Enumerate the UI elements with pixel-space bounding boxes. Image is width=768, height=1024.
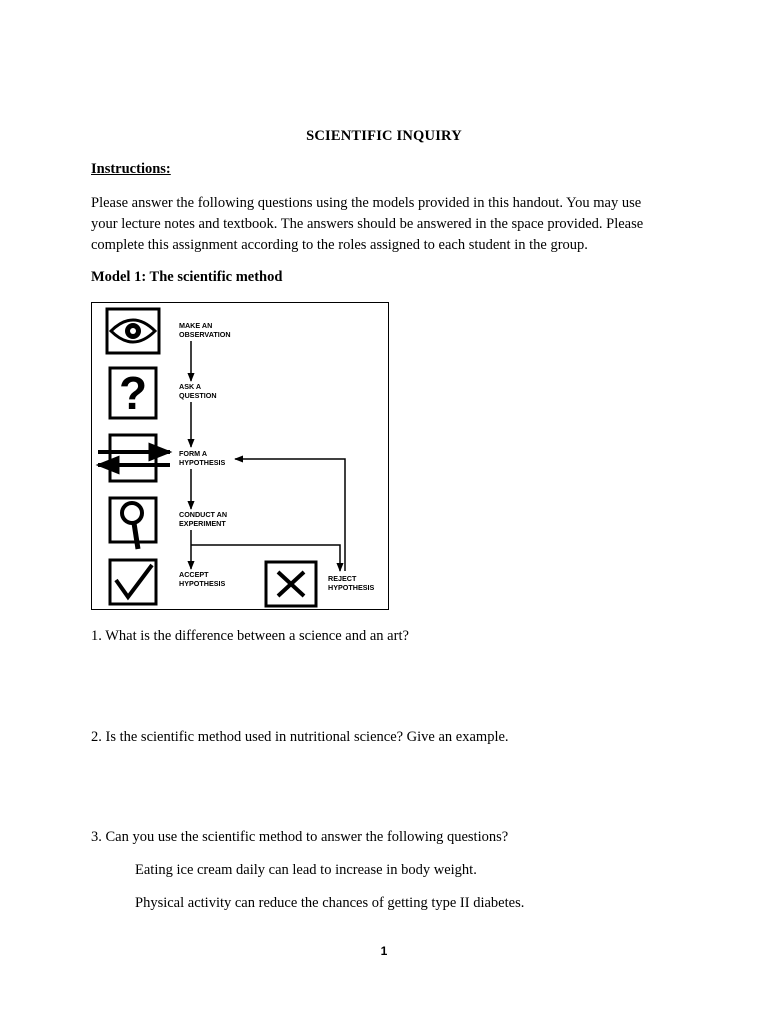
model-heading: Model 1: The scientific method — [91, 269, 283, 285]
eye-icon — [107, 309, 159, 353]
question-2: 2. Is the scientific method used in nutritional science? Give an example. — [91, 729, 509, 745]
reject-line2: HYPOTHESIS — [328, 583, 375, 592]
flow-arrows — [191, 341, 345, 571]
question-3: 3. Can you use the scientific method to answer the following questions? — [91, 829, 509, 845]
svg-text:?: ? — [118, 367, 148, 419]
scientific-method-diagram — [91, 302, 389, 610]
step-experiment-line1: CONDUCT AN — [179, 510, 228, 519]
question-1: 1. What is the difference between a science and an art? — [91, 628, 409, 644]
step-question-line1: ASK A — [179, 382, 202, 391]
page-title: SCIENTIFIC INQUIRY — [306, 128, 462, 144]
instructions-line: complete this assignment according to the roles assigned to each student in the group. — [91, 237, 588, 253]
step-observation-line1: MAKE AN — [179, 321, 213, 330]
step-experiment-line2: EXPERIMENT — [179, 519, 226, 528]
instructions-line: Please answer the following questions using the models provided in this handout. You may use — [91, 195, 642, 211]
instructions-heading: Instructions: — [91, 161, 171, 177]
step-hypothesis-line1: FORM A — [179, 449, 208, 458]
sub-item-physical-activity: Physical activity can reduce the chances of getting type II diabetes. — [135, 895, 525, 911]
instructions-line: your lecture notes and textbook. The answers should be answered in the space provided. Please — [91, 216, 644, 232]
x-mark-icon — [266, 562, 316, 606]
question-mark-icon — [110, 367, 156, 419]
step-question-line2: QUESTION — [179, 391, 217, 400]
sub-item-ice-cream: Eating ice cream daily can lead to increase in body weight. — [135, 862, 477, 878]
hypothesis-arrows-icon — [98, 435, 170, 481]
magnifier-icon — [110, 498, 156, 549]
step-accept-line1: ACCEPT — [179, 570, 209, 579]
reject-line1: REJECT — [328, 574, 357, 583]
instructions-paragraph — [91, 193, 681, 256]
step-accept-line2: HYPOTHESIS — [179, 579, 226, 588]
checkmark-icon — [110, 560, 156, 604]
step-observation-line2: OBSERVATION — [179, 330, 231, 339]
page-number: 1 — [380, 944, 388, 958]
step-hypothesis-line2: HYPOTHESIS — [179, 458, 226, 467]
